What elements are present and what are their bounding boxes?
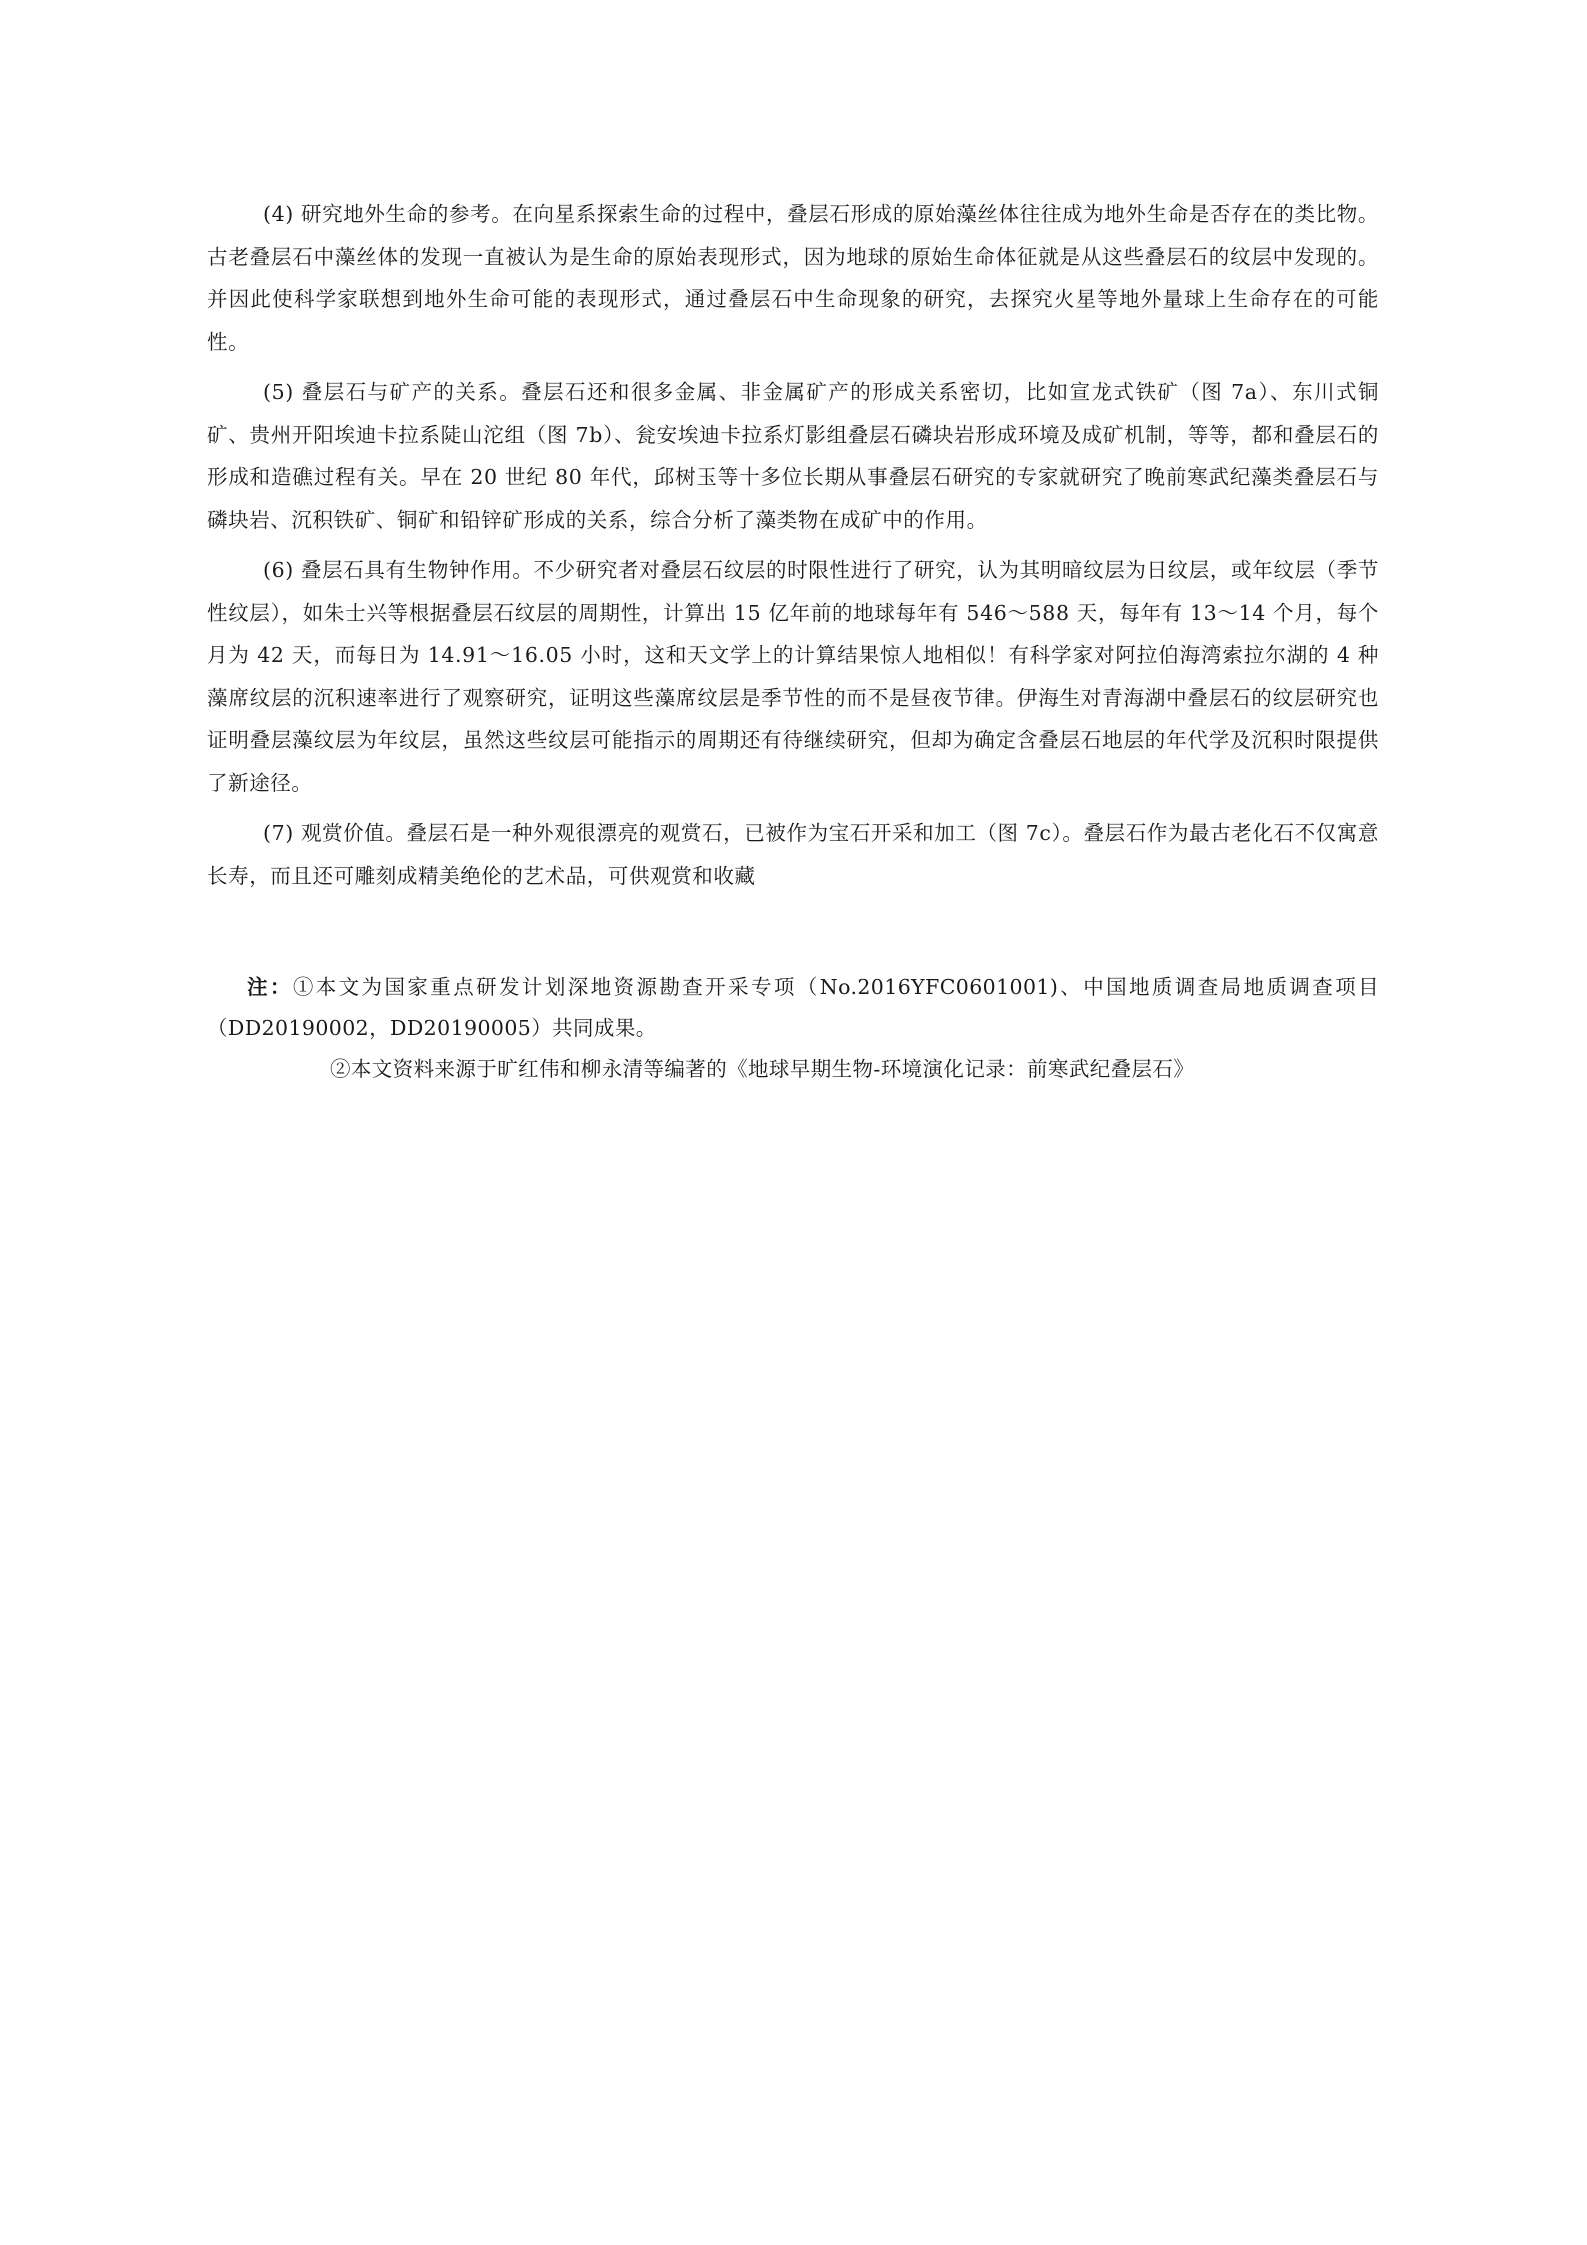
document-body <box>207 193 1379 905</box>
footnote-1 <box>207 967 1379 1049</box>
paragraph-extraterrestrial-life: (4) 研究地外生命的参考。在向星系探索生命的过程中，叠层石形成的原始藻丝体往往成为地外生命是否存在的类比物。古老叠层石中藻丝体的发现一直被认为是生命的原始表现形式，因为地球的原始生命体征就是从这些叠层石的纹层中发现的。并因此使科学家联想到地外生命可能的表现形式，通过叠层石中生命现象的研究，去探究火星等地外量球上生命存在的可能性。 <box>207 202 1379 354</box>
footnotes <box>207 967 1379 1090</box>
footnote-2: ②本文资料来源于旷红伟和柳永清等编著的《地球早期生物-环境演化记录：前寒武纪叠层石》 <box>330 1057 1195 1081</box>
footnote-1-text: ①本文为国家重点研发计划深地资源勘查开采专项（No.2016YFC0601001)、中国地质调查局地质调查项目（DD20190002，DD20190005）共同成果。 <box>207 975 1379 1040</box>
paragraph-ornamental-value: (7) 观赏价值。叠层石是一种外观很漂亮的观赏石，已被作为宝石开采和加工（图 7c）。叠层石作为最古老化石不仅寓意长寿，而且还可雕刻成精美绝伦的艺术品，可供观赏和收藏 <box>207 821 1379 888</box>
paragraph-mineral-relation: (5) 叠层石与矿产的关系。叠层石还和很多金属、非金属矿产的形成关系密切，比如宣龙式铁矿（图 7a）、东川式铜矿、贵州开阳埃迪卡拉系陡山沱组（图 7b）、瓮安埃迪卡拉系灯影组叠层石磷块岩形成环境及成矿机制，等等，都和叠层石的形成和造礁过程有关。早在 20 世纪 80 年代，邱树玉等十多位长期从事叠层石研究的专家就研究了晚前寒武纪藻类叠层石与磷块岩、沉积铁矿、铜矿和铅锌矿形成的关系，综合分析了藻类物在成矿中的作用。 <box>207 380 1379 532</box>
paragraph-biological-clock: (6) 叠层石具有生物钟作用。不少研究者对叠层石纹层的时限性进行了研究，认为其明暗纹层为日纹层，或年纹层（季节性纹层），如朱士兴等根据叠层石纹层的周期性，计算出 15 亿年前的地球每年有 546～588 天，每年有 13～14 个月，每个月为 42 天，而每日为 14.91～16.05 小时，这和天文学上的计算结果惊人地相似！有科学家对阿拉伯海湾索拉尔湖的 4 种藻席纹层的沉积速率进行了观察研究，证明这些藻席纹层是季节性的而不是昼夜节律。伊海生对青海湖中叠层石的纹层研究也证明叠层藻纹层为年纹层，虽然这些纹层可能指示的周期还有待继续研究，但却为确定含叠层石地层的年代学及沉积时限提供了新途径。 <box>207 558 1379 795</box>
footnote-label: 注： <box>247 975 293 999</box>
